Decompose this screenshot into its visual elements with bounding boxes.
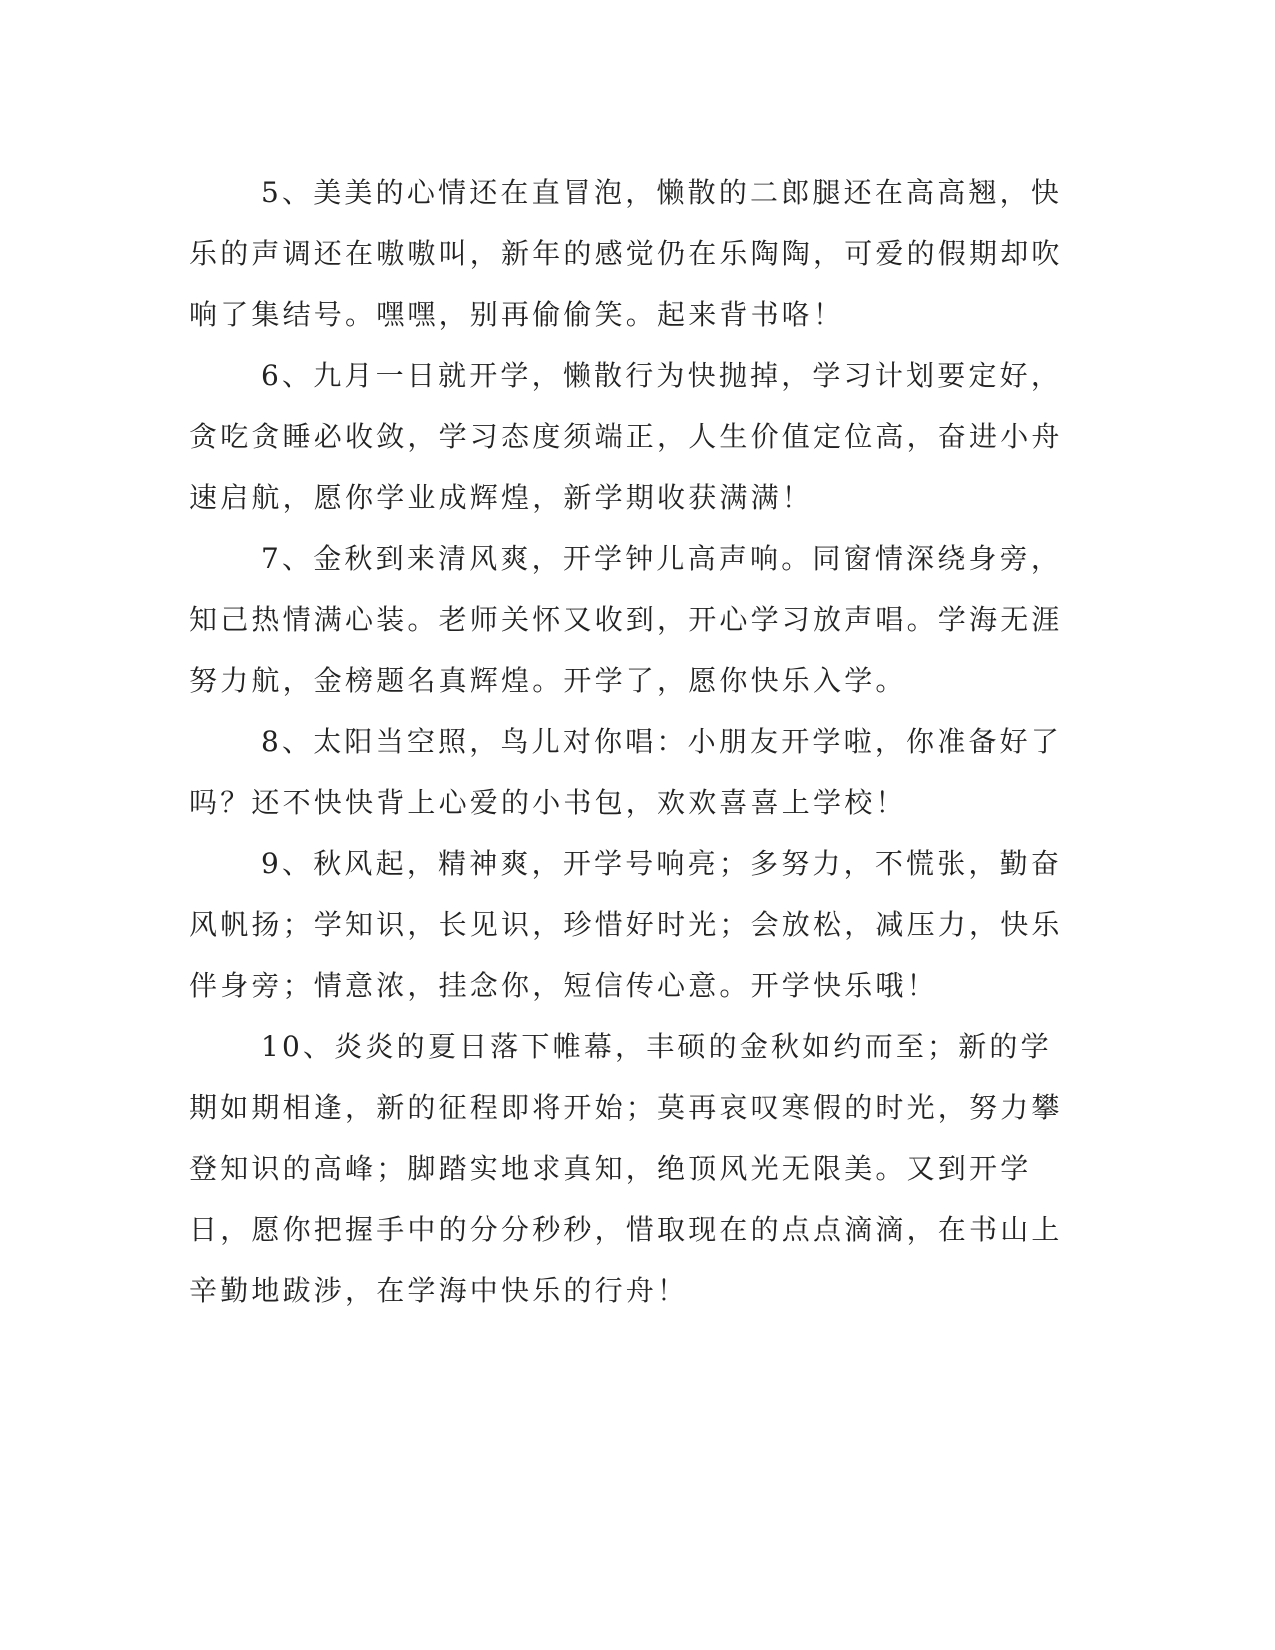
paragraph-9: 9、秋风起，精神爽，开学号响亮；多努力，不慌张，勤奋风帆扬；学知识，长见识，珍惜好时光；会放松，减压力，快乐伴身旁；情意浓，挂念你，短信传心意。开学快乐哦！: [189, 847, 1063, 1002]
paragraph-10: 10、炎炎的夏日落下帷幕，丰硕的金秋如约而至；新的学期如期相逢，新的征程即将开始；莫再哀叹寒假的时光，努力攀登知识的高峰；脚踏实地求真知，绝顶风光无限美。又到开学日，愿你把握手中的分分秒秒，惜取现在的点点滴滴，在书山上辛勤地跋涉，在学海中快乐的行舟！: [189, 1030, 1063, 1307]
document-body: [189, 162, 1069, 1321]
paragraph-8: 8、太阳当空照，鸟儿对你唱：小朋友开学啦，你准备好了吗？还不快快背上心爱的小书包，欢欢喜喜上学校！: [189, 725, 1063, 819]
paragraph-6: 6、九月一日就开学，懒散行为快抛掉，学习计划要定好，贪吃贪睡必收敛，学习态度须端正，人生价值定位高，奋进小舟速启航，愿你学业成辉煌，新学期收获满满！: [189, 359, 1063, 514]
paragraph-5: 5、美美的心情还在直冒泡，懒散的二郎腿还在高高翘，快乐的声调还在嗷嗷叫，新年的感觉仍在乐陶陶，可爱的假期却吹响了集结号。嘿嘿，别再偷偷笑。起来背书咯！: [189, 176, 1063, 331]
paragraph-7: 7、金秋到来清风爽，开学钟儿高声响。同窗情深绕身旁，知己热情满心装。老师关怀又收到，开心学习放声唱。学海无涯努力航，金榜题名真辉煌。开学了，愿你快乐入学。: [189, 542, 1063, 697]
